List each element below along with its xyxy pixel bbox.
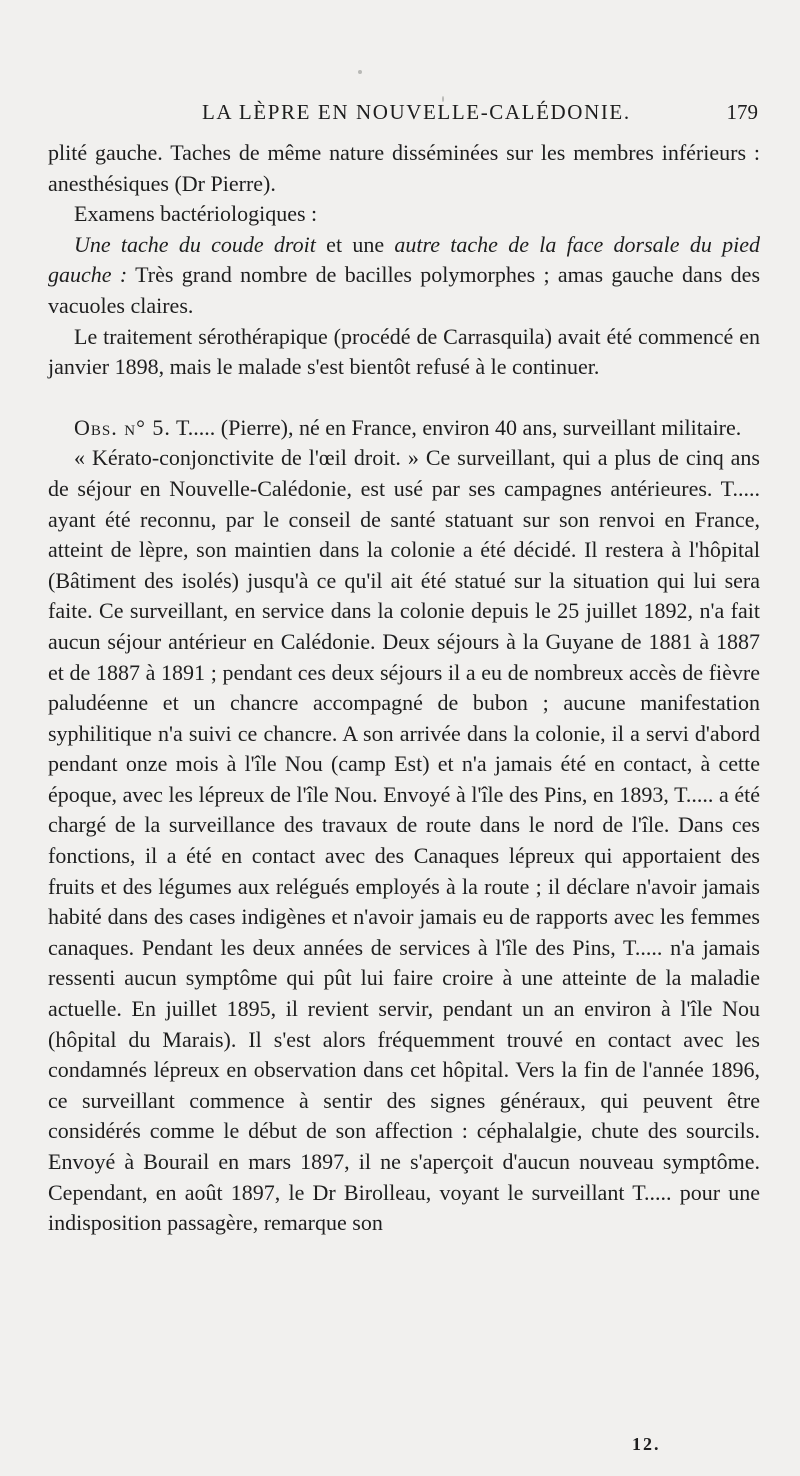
signature-mark: 12. (632, 1434, 661, 1454)
paper-speck (358, 70, 362, 74)
paragraph (48, 230, 760, 322)
body-text (48, 138, 760, 1239)
paragraph: plité gauche. Taches de même nature disséminées sur les membres inférieurs : anesthésiques (Dr Pierre). (48, 140, 760, 196)
paragraph: Le traitement sérothérapique (procédé de Carrasquila) avait été commencé en janvier 1898, mais le malade s'est bientôt refusé à le continuer. (48, 323, 760, 380)
running-title: LA LÈPRE EN NOUVELLE-CALÉDONIE. (202, 100, 631, 124)
paragraph: Examens bactériologiques : (74, 201, 318, 227)
page-header (48, 100, 758, 134)
connector-text: et une (315, 231, 395, 257)
observation-heading (48, 413, 760, 444)
italic-lead: Une tache du coude droit (74, 231, 316, 257)
italic-lead: autre tache de la face dorsale du pied gauche : (48, 231, 760, 288)
paragraph: « Kérato-conjonctivite de l'œil droit. » Ce surveillant, qui a plus de cinq ans de séjour en Nouvelle-Calédonie, est usé par ses campagnes antérieures. T..... ayant été reconnu, par le conseil de santé statuant sur son renvoi en France, atteint de lèpre, son maintien dans la colonie a été décidé. Il restera à l'hôpital (Bâtiment des isolés) jusqu'à ce qu'il ait été statué sur la situation qui lui sera faite. Ce surveillant, en service dans la colonie depuis le 25 juillet 1892, n'a fait aucun séjour antérieur en Calédonie. Deux séjours à la Guyane de 1881 à 1887 et de 1887 à 1891 ; pendant ces deux séjours il a eu de nombreux accès de fièvre paludéenne et un chancre accompagné de bubon ; aucune manifestation syphilitique n'a suivi ce chancre. A son arrivée dans la colonie, il a servi d'abord pendant onze mois à l'île Nou (camp Est) et n'a jamais été en contact, à cette époque, avec les lépreux de l'île Nou. Envoyé à l'île des Pins, en 1893, T..... a été chargé de la surveillance des travaux de route dans le nord de l'île. Dans ces fonctions, il a été en contact avec des Canaques lépreux qui apportaient des fruits et des légumes aux relégués employés à la route ; il déclare n'avoir jamais habité dans des cases indigènes et n'avoir jamais eu de rapports avec les femmes canaques. Pendant les deux années de services à l'île des Pins, T..... n'a jamais ressenti aucun symptôme qui pût lui faire croire à une atteinte de la maladie actuelle. En juillet 1895, il revient servir, pendant un an environ à l'île Nou (hôpital du Marais). Il s'est alors fréquemment trouvé en contact avec les condamnés lépreux en observation dans cet hôpital. Vers la fin de l'année 1896, ce surveillant commence à sentir des signes généraux, qui peuvent être considérés comme le début de son affection : céphalalgie, chute des sourcils. Envoyé à Bourail en mars 1897, il ne s'aperçoit d'aucun nouveau symptôme. Cependant, en août 1897, le Dr Birolleau, voyant le surveillant T..... pour une indisposition passagère, remarque son (48, 445, 760, 1236)
observation-text: T..... (Pierre), né en France, environ 40 ans, surveillant militaire. (170, 414, 742, 440)
observation-label: Obs. n° 5. (74, 414, 171, 440)
page-number: 179 (726, 100, 758, 124)
paragraph-text: Très grand nombre de bacilles polymorphes ; amas gauche dans des vacuoles claires. (48, 262, 761, 318)
